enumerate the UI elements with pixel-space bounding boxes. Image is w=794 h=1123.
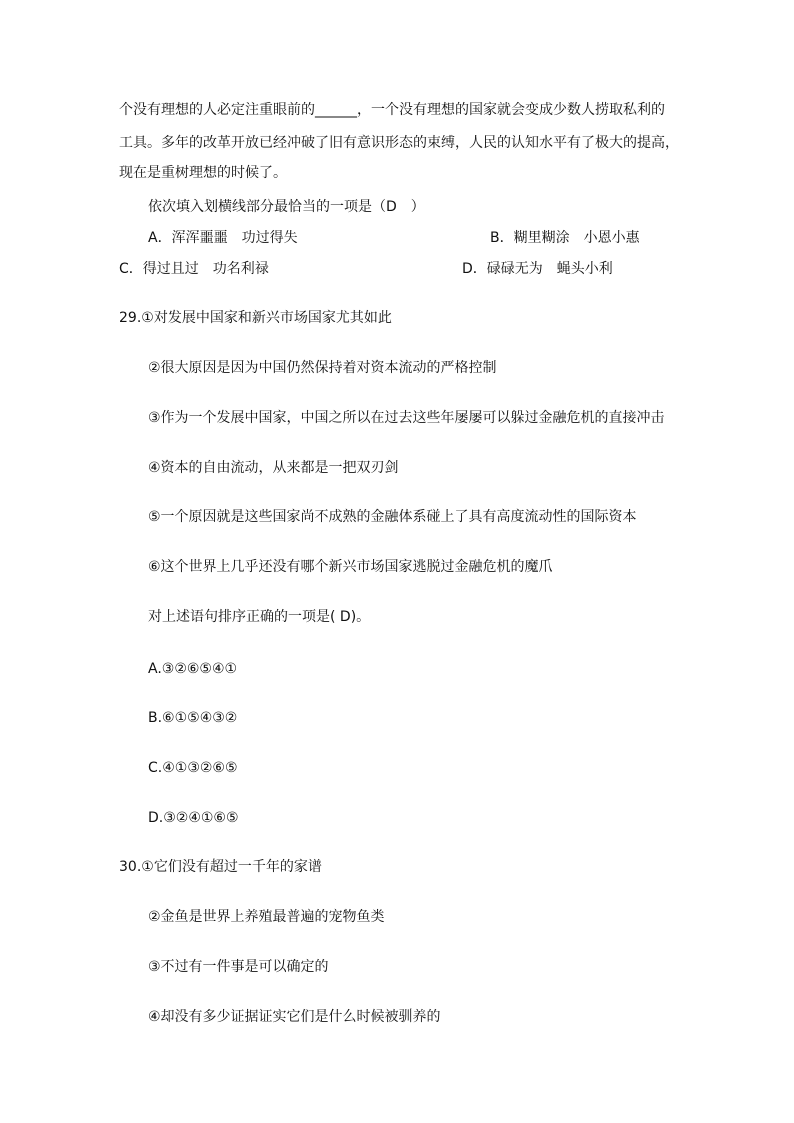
option-d: D．碌碌无为 蝇头小利 [462,261,613,277]
q29-sentence-4: ④资本的自由流动，从来都是一把双刃剑 [148,460,399,476]
q30-sentence-3: ③不过有一件事是可以确定的 [148,959,329,975]
passage-line-2: 工具。多年的改革开放已经冲破了旧有意识形态的束缚，人民的认知水平有了极大的提高， [119,135,679,151]
q29-option-c: C.④①③②⑥⑤ [148,760,238,776]
option-a: A．浑浑噩噩 功过得失 [148,230,298,246]
option-b: B．糊里糊涂 小恩小惠 [490,230,640,246]
q29-sentence-6: ⑥这个世界上几乎还没有哪个新兴市场国家逃脱过金融危机的魔爪 [148,559,553,575]
q29-sentence-5: ⑤一个原因就是这些国家尚不成熟的金融体系碰上了具有高度流动性的国际资本 [148,509,637,525]
question-28: 依次填入划横线部分最恰当的一项是（D ） [148,199,425,215]
q29-question: 对上述语句排序正确的一项是( D)。 [148,609,371,625]
option-c: C．得过且过 功名利禄 [119,261,269,277]
q29-option-a: A.③②⑥⑤④① [148,661,238,677]
q30-sentence-2: ②金鱼是世界上养殖最普遍的宠物鱼类 [148,909,385,925]
q29-sentence-2: ②很大原因是因为中国仍然保持着对资本流动的严格控制 [148,360,497,376]
passage-line-1: 个没有理想的人必定注重眼前的______，一个没有理想的国家就会变成少数人捞取私利的 [119,102,665,118]
q30-sentence-4: ④却没有多少证据证实它们是什么时候被驯养的 [148,1009,441,1025]
passage-line-3: 现在是重树理想的时候了。 [119,165,287,181]
q29-option-d: D.③②④①⑥⑤ [148,810,239,826]
q29-option-b: B.⑥①⑤④③② [148,710,238,726]
q29-sentence-3: ③作为一个发展中国家，中国之所以在过去这些年屡屡可以躲过金融危机的直接冲击 [148,410,665,426]
q29-sentence-1: 29.①对发展中国家和新兴市场国家尤其如此 [119,310,392,326]
q30-sentence-1: 30.①它们没有超过一千年的家谱 [119,859,322,875]
